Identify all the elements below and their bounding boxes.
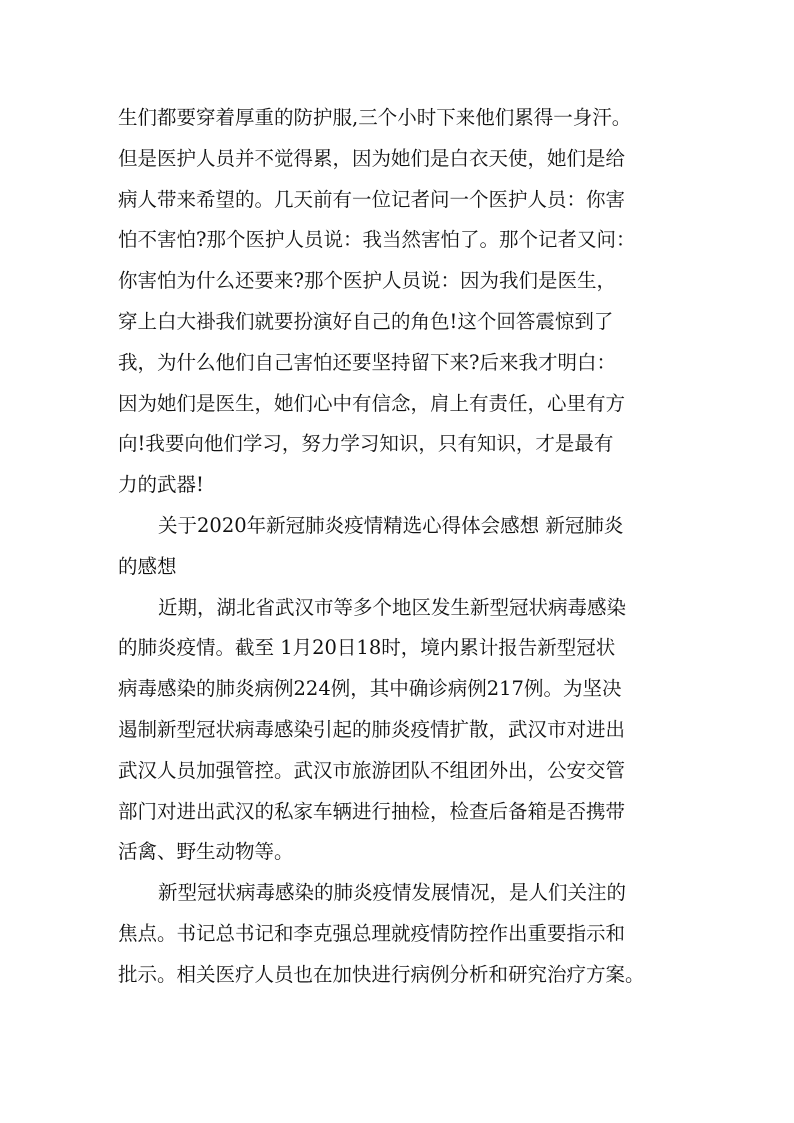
section-title: 关于2020年新冠肺炎疫情精选心得体会感想 新冠肺炎 [158,513,624,537]
text-line: 近期，湖北省武汉市等多个地区发生新型冠状病毒感染 [158,595,627,619]
text-line: 怕不害怕?那个医护人员说：我当然害怕了。那个记者又问： [118,228,636,252]
text-line: 病人带来希望的。几天前有一位记者问一个医护人员：你害 [118,187,626,211]
text-line: 新型冠状病毒感染的肺炎疫情发展情况，是人们关注的 [158,881,627,905]
text-line: 武汉人员加强管控。武汉市旅游团队不组团外出，公安交管 [118,758,626,782]
text-line: 活禽、野生动物等。 [118,840,294,864]
text-line: 的肺炎疫情。截至 1月20日18时，境内累计报告新型冠状 [118,636,616,660]
text-line: 生们都要穿着厚重的防护服,三个小时下来他们累得一身汗。 [118,106,632,129]
text-line: 我，为什么他们自己害怕还要坚持留下来?后来我才明白： [118,350,616,374]
text-line: 向!我要向他们学习，努力学习知识，只有知识，才是最有 [118,432,614,456]
text-line: 部门对进出武汉的私家车辆进行抽检，检查后备箱是否携带 [118,799,626,823]
section-title-cont: 的感想 [118,554,177,578]
text-line: 你害怕为什么还要来?那个医护人员说：因为我们是医生， [118,269,616,293]
body-text [118,98,688,996]
text-line: 但是医护人员并不觉得累，因为她们是白衣天使，她们是给 [118,146,626,170]
text-line: 遏制新型冠状病毒感染引起的肺炎疫情扩散，武汉市对进出 [118,717,626,741]
text-line: 病毒感染的肺炎病例224例，其中确诊病例217例。为坚决 [118,677,622,701]
text-line: 焦点。书记总书记和李克强总理就疫情防控作出重要指示和 [118,921,626,945]
text-line: 力的武器! [118,473,204,497]
text-line: 批示。相关医疗人员也在加快进行病例分析和研究治疗方案。 [118,962,645,986]
text-line: 穿上白大褂我们就要扮演好自己的角色!这个回答震惊到了 [118,309,614,333]
text-line: 因为她们是医生，她们心中有信念，肩上有责任，心里有方 [118,391,626,415]
